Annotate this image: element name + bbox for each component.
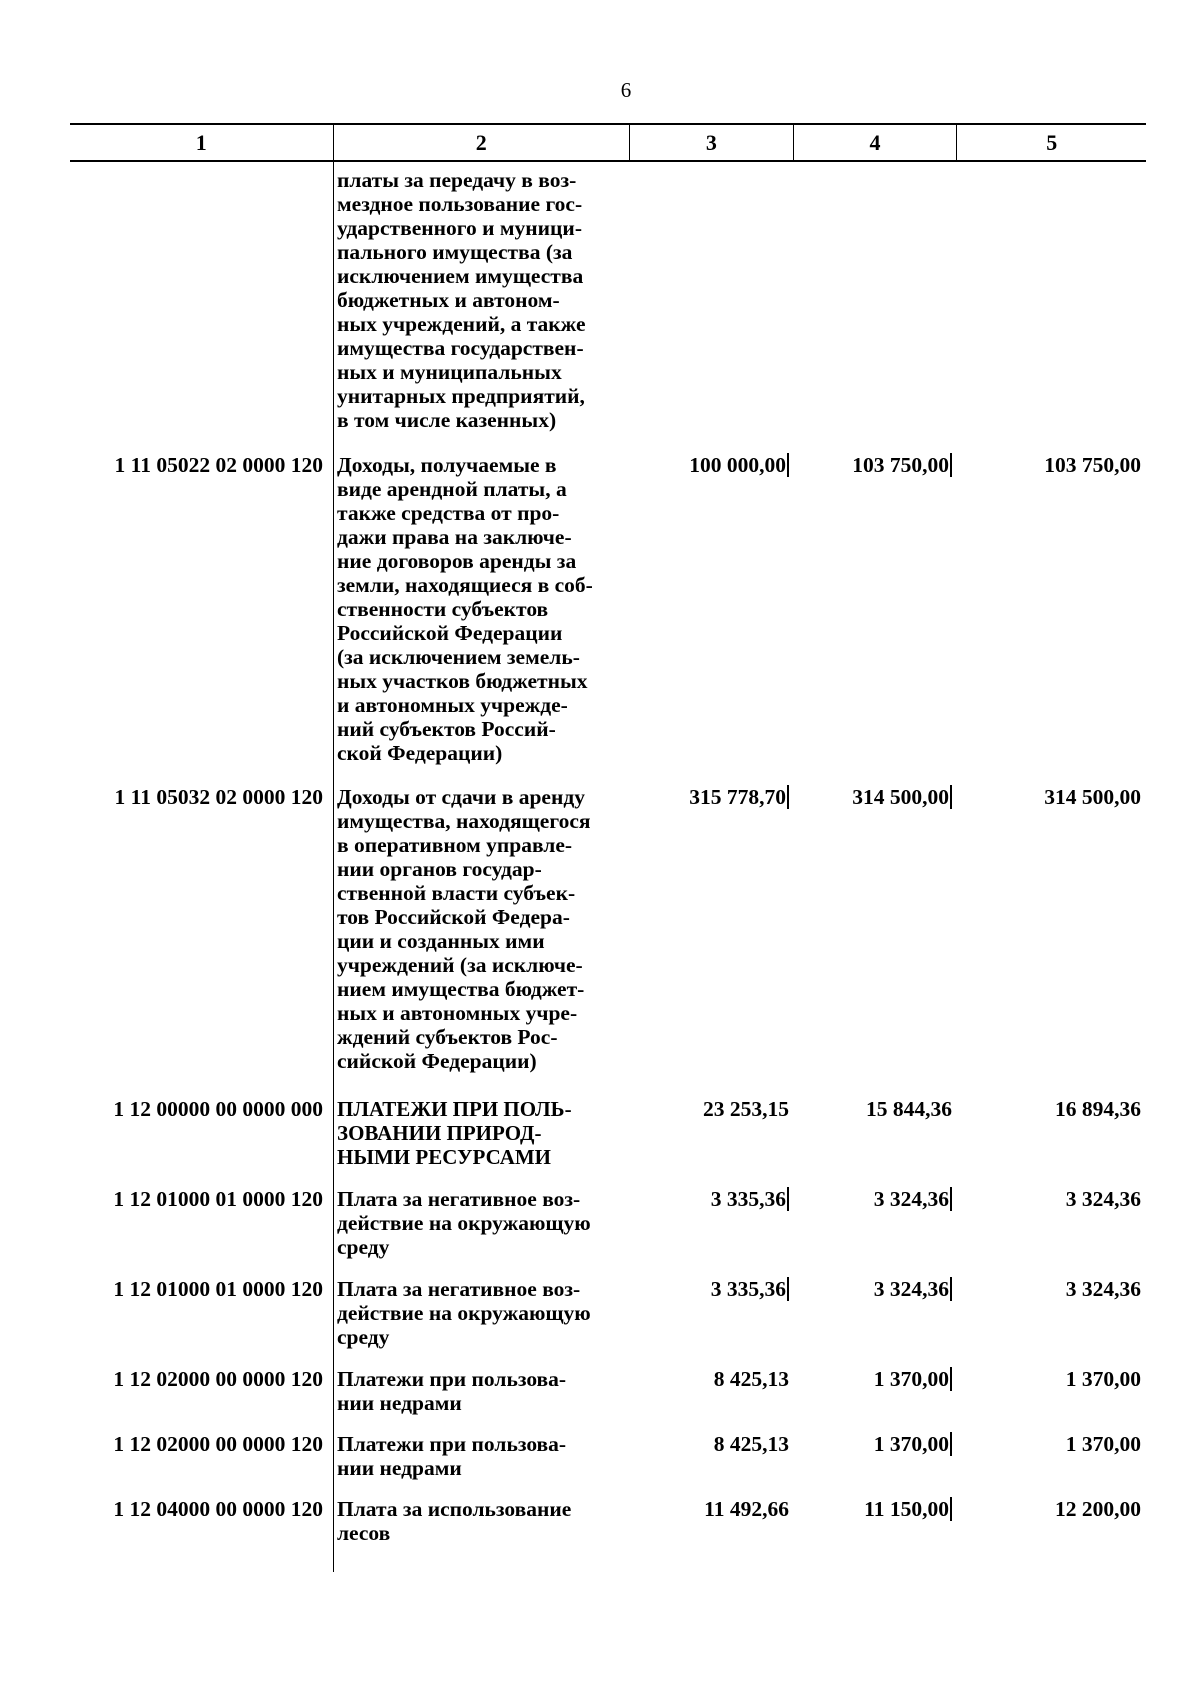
value-col4: 103 750,00 [793, 453, 956, 477]
col4-values [793, 162, 956, 1572]
row-code: 1 11 05032 02 0000 120 [114, 785, 323, 809]
value-col5: 1 370,00 [1065, 1432, 1141, 1456]
value-col4: 15 844,36 [866, 1097, 952, 1121]
budget-table [70, 123, 1146, 1572]
table-header [70, 125, 1146, 162]
value-col5: 1 370,00 [1065, 1367, 1141, 1391]
row-code: 1 12 04000 00 0000 120 [113, 1497, 323, 1521]
row-description: ПЛАТЕЖИ ПРИ ПОЛЬ- ЗОВАНИИ ПРИРОД- НЫМИ РЕСУРСАМИ [337, 1097, 572, 1169]
value-col4: 3 324,36 [793, 1187, 956, 1211]
value-col4: 314 500,00 [793, 785, 956, 809]
value-col5: 12 200,00 [1055, 1497, 1141, 1521]
value-col5: 103 750,00 [1044, 453, 1141, 477]
header-col-1: 1 [195, 130, 207, 155]
header-col-5: 5 [956, 125, 1146, 160]
row-description: Плата за негативное воз- действие на окружающую среду [337, 1277, 591, 1349]
value-col3: 3 335,36 [630, 1187, 793, 1211]
value-col3: 8 425,13 [713, 1367, 789, 1391]
row-code: 1 12 01000 01 0000 120 [113, 1187, 323, 1211]
value-col5: 3 324,36 [1065, 1277, 1141, 1301]
row-description: Платежи при пользова- нии недрами [337, 1432, 567, 1480]
row-description: Доходы, получаемые в виде арендной платы, а также средства от про- дажи права на заключе- ние договоров аренды за земли, находящиеся в соб- ственности субъектов Российской Федерации (за исключением земель- ных участков бюджетных и автономных учрежде- ний субъектов Россий- ской Федерации) [337, 453, 593, 765]
header-col-2: 2 [333, 125, 629, 160]
value-col3: 100 000,00 [630, 453, 793, 477]
table-body [70, 162, 1146, 1572]
row-code: 1 12 02000 00 0000 120 [113, 1432, 323, 1456]
row-code: 1 12 01000 01 0000 120 [113, 1277, 323, 1301]
continuation-text: платы за передачу в воз- мездное пользование гос- ударственного и муници- пального имущества (за исключением имущества бюджетных и автоном- ных учреждений, а также имущества государствен- ных и муниципальных унитарных предприятий, в том числе казенных) [337, 168, 586, 432]
col3-values [630, 162, 793, 1572]
value-col5: 314 500,00 [1044, 785, 1141, 809]
header-col-4: 4 [793, 125, 957, 160]
row-code: 1 11 05022 02 0000 120 [114, 453, 323, 477]
row-code: 1 12 00000 00 0000 000 [113, 1097, 323, 1121]
description-column [333, 162, 630, 1572]
row-description: Платежи при пользова- нии недрами [337, 1367, 567, 1415]
value-col3: 23 253,15 [703, 1097, 789, 1121]
header-col-3: 3 [629, 125, 793, 160]
value-col3: 3 335,36 [630, 1277, 793, 1301]
value-col5: 16 894,36 [1055, 1097, 1141, 1121]
value-col3: 11 492,66 [704, 1497, 789, 1521]
value-col4: 11 150,00 [793, 1497, 956, 1521]
col5-values [956, 162, 1145, 1572]
value-col3: 8 425,13 [713, 1432, 789, 1456]
row-description: Плата за негативное воз- действие на окружающую среду [337, 1187, 591, 1259]
value-col4: 3 324,36 [793, 1277, 956, 1301]
value-col4: 1 370,00 [793, 1367, 956, 1391]
row-description: Доходы от сдачи в аренду имущества, находящегося в оперативном управле- нии органов государ- ственной власти субъек- тов Российской Федера- ции и созданных ими учреждений (за исключе- нием имущества бюджет- ных и автономных учре- ждений субъектов Рос- сийской Федерации) [337, 785, 591, 1073]
value-col4: 1 370,00 [793, 1432, 956, 1456]
value-col5: 3 324,36 [1065, 1187, 1141, 1211]
code-column [70, 162, 333, 1572]
row-code: 1 12 02000 00 0000 120 [113, 1367, 323, 1391]
page-number: 6 [620, 78, 632, 102]
value-col3: 315 778,70 [630, 785, 793, 809]
row-description: Плата за использование лесов [337, 1497, 572, 1545]
